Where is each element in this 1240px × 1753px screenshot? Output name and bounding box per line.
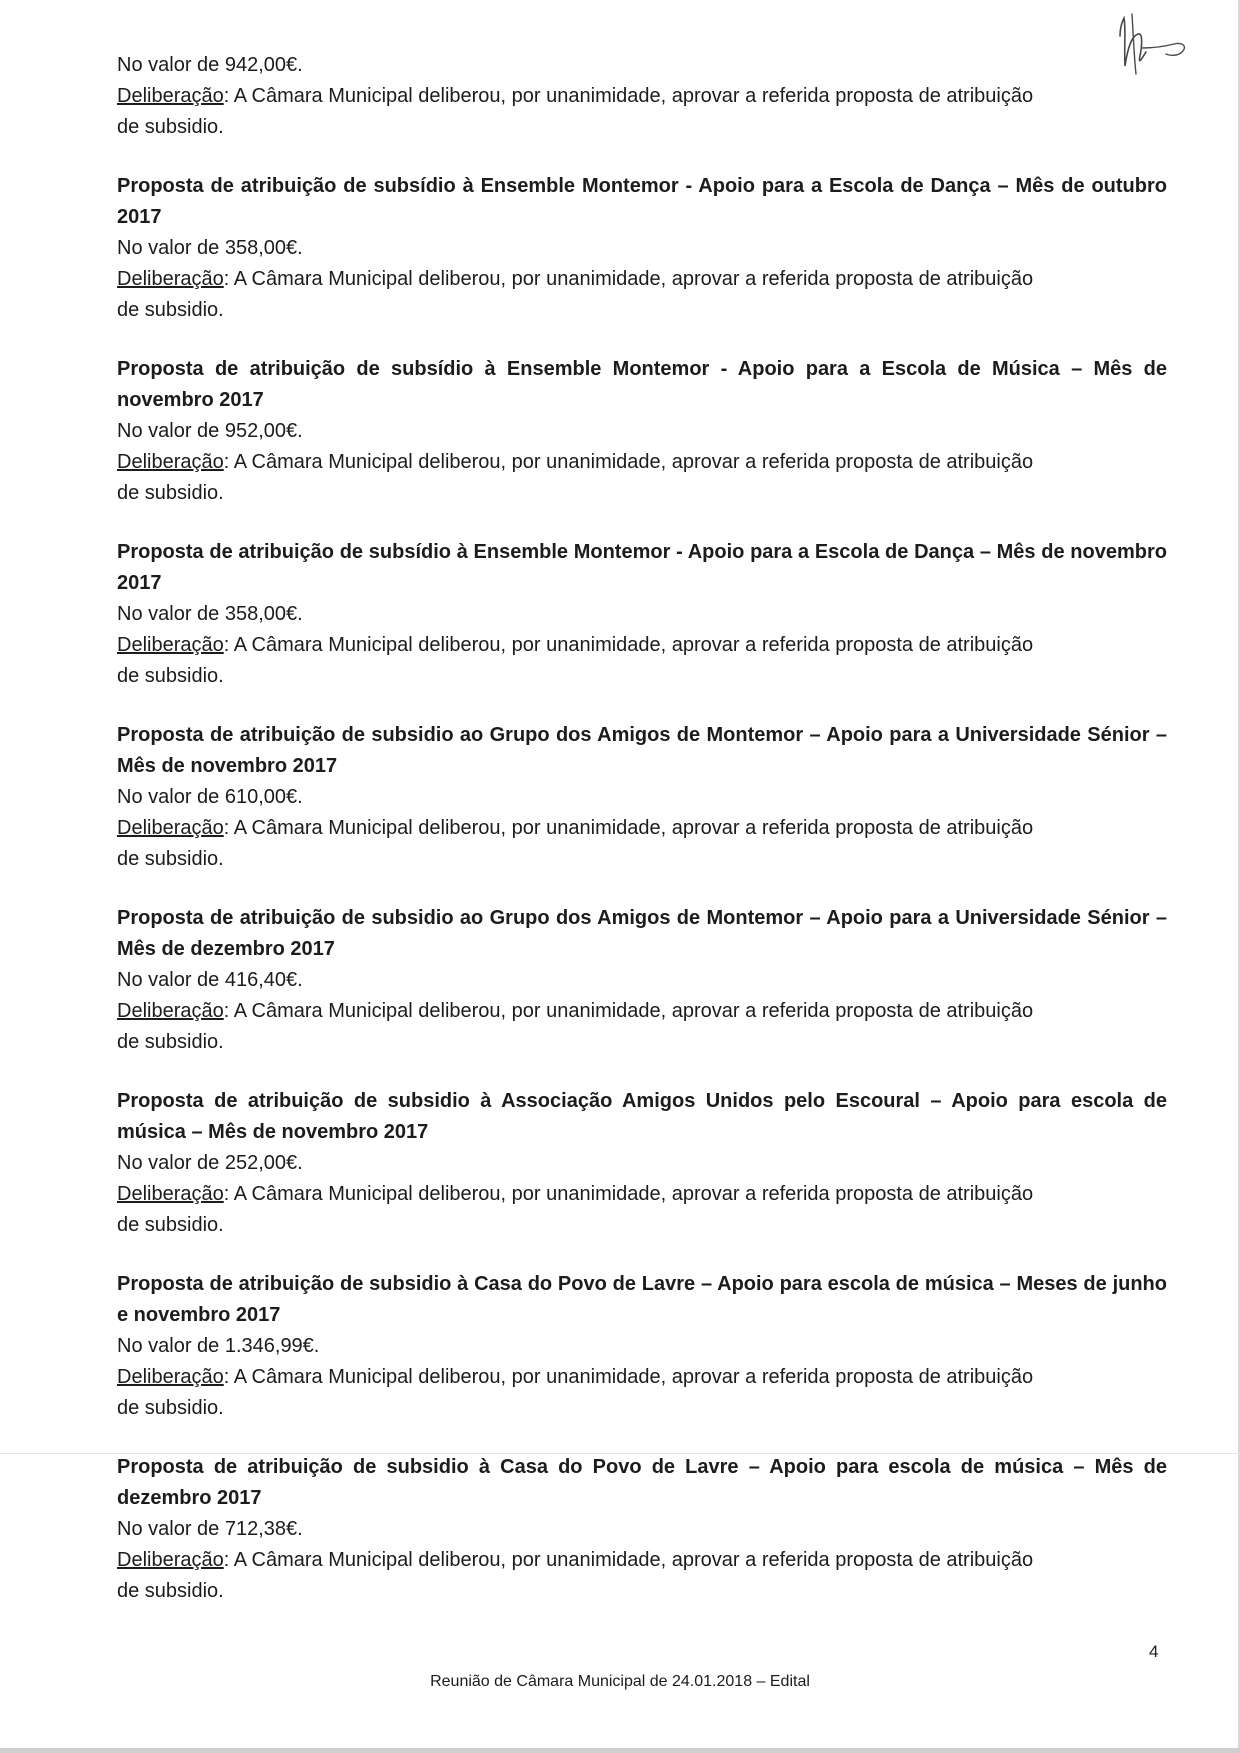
entry-title: Proposta de atribuição de subsidio ao Grupo dos Amigos de Montemor – Apoio para a Universidade Sénior – Mês de novembro 2017: [117, 724, 1167, 777]
entry-value: No valor de 952,00€.: [117, 420, 303, 442]
entry-deliberation: [117, 813, 1167, 844]
deliberation-label: Deliberação: [117, 1000, 224, 1022]
entry-value: No valor de 610,00€.: [117, 786, 303, 808]
deliberation-text: : A Câmara Municipal deliberou, por unanimidade, aprovar a referida proposta de atribuição: [223, 451, 1034, 473]
deliberation-text: : A Câmara Municipal deliberou, por unanimidade, aprovar a referida proposta de atribuição: [223, 817, 1034, 839]
page-number: 4: [1149, 1642, 1159, 1661]
entry-title: Proposta de atribuição de subsidio à Associação Amigos Unidos pelo Escoural – Apoio para escola de música – Mês de novembro 2017: [117, 1090, 1167, 1143]
entry: [117, 1452, 1167, 1607]
entry-value: No valor de 942,00€.: [117, 54, 303, 76]
entry-value: No valor de 252,00€.: [117, 1152, 303, 1174]
entry-value: No valor de 358,00€.: [117, 603, 303, 625]
entry-title: Proposta de atribuição de subsidio à Casa do Povo de Lavre – Apoio para escola de música – Mês de dezembro 2017: [117, 1456, 1167, 1509]
document-body: [117, 50, 1167, 1607]
deliberation-tail: de subsidio.: [117, 1580, 224, 1602]
scan-border-bottom: [0, 1748, 1240, 1753]
entry-deliberation: [117, 81, 1167, 112]
deliberation-label: Deliberação: [117, 268, 224, 290]
entry: [117, 1086, 1167, 1241]
deliberation-tail: de subsidio.: [117, 1031, 224, 1053]
deliberation-tail: de subsidio.: [117, 482, 224, 504]
deliberation-tail: de subsidio.: [117, 299, 224, 321]
entry: [117, 720, 1167, 875]
entry-title: Proposta de atribuição de subsídio à Ensemble Montemor - Apoio para a Escola de Dança – Mês de outubro 2017: [117, 175, 1167, 228]
entry-deliberation: [117, 447, 1167, 478]
entry: [117, 1269, 1167, 1424]
deliberation-tail: de subsidio.: [117, 848, 224, 870]
entry-deliberation: [117, 1545, 1167, 1576]
deliberation-tail: de subsidio.: [117, 665, 224, 687]
entry-value: No valor de 712,38€.: [117, 1518, 303, 1540]
deliberation-label: Deliberação: [117, 451, 224, 473]
entry-title: Proposta de atribuição de subsídio à Ensemble Montemor - Apoio para a Escola de Dança – Mês de novembro 2017: [117, 541, 1167, 594]
entry-list: [117, 171, 1167, 1607]
deliberation-label: Deliberação: [117, 634, 224, 656]
deliberation-text: : A Câmara Municipal deliberou, por unanimidade, aprovar a referida proposta de atribuição: [223, 1366, 1034, 1388]
deliberation-tail: de subsidio.: [117, 1397, 224, 1419]
deliberation-text: : A Câmara Municipal deliberou, por unanimidade, aprovar a referida proposta de atribuição: [223, 85, 1034, 107]
entry: [117, 171, 1167, 326]
page-footer: Reunião de Câmara Municipal de 24.01.2018 – Edital: [430, 1673, 810, 1690]
entry: [117, 903, 1167, 1058]
entry-deliberation: [117, 1362, 1167, 1393]
entry-value: No valor de 1.346,99€.: [117, 1335, 320, 1357]
entry-deliberation: [117, 630, 1167, 661]
deliberation-label: Deliberação: [117, 1183, 224, 1205]
entry-deliberation: [117, 1179, 1167, 1210]
deliberation-text: : A Câmara Municipal deliberou, por unanimidade, aprovar a referida proposta de atribuição: [223, 1549, 1034, 1571]
entry: [117, 354, 1167, 509]
entry-deliberation: [117, 996, 1167, 1027]
entry-deliberation: [117, 264, 1167, 295]
deliberation-label: Deliberação: [117, 1366, 224, 1388]
entry-value: No valor de 358,00€.: [117, 237, 303, 259]
entry-title: Proposta de atribuição de subsídio à Ensemble Montemor - Apoio para a Escola de Música – Mês de novembro 2017: [117, 358, 1167, 411]
continued-entry: [117, 50, 1167, 143]
deliberation-label: Deliberação: [117, 1549, 224, 1571]
deliberation-text: : A Câmara Municipal deliberou, por unanimidade, aprovar a referida proposta de atribuição: [223, 1183, 1034, 1205]
deliberation-text: : A Câmara Municipal deliberou, por unanimidade, aprovar a referida proposta de atribuição: [223, 1000, 1034, 1022]
deliberation-text: : A Câmara Municipal deliberou, por unanimidade, aprovar a referida proposta de atribuição: [223, 634, 1034, 656]
deliberation-tail: de subsidio.: [117, 116, 224, 138]
entry-title: Proposta de atribuição de subsidio ao Grupo dos Amigos de Montemor – Apoio para a Universidade Sénior – Mês de dezembro 2017: [117, 907, 1167, 960]
deliberation-tail: de subsidio.: [117, 1214, 224, 1236]
deliberation-text: : A Câmara Municipal deliberou, por unanimidade, aprovar a referida proposta de atribuição: [223, 268, 1034, 290]
entry-value: No valor de 416,40€.: [117, 969, 303, 991]
deliberation-label: Deliberação: [117, 85, 224, 107]
deliberation-label: Deliberação: [117, 817, 224, 839]
entry: [117, 537, 1167, 692]
entry-title: Proposta de atribuição de subsidio à Casa do Povo de Lavre – Apoio para escola de música – Meses de junho e novembro 2017: [117, 1273, 1167, 1326]
